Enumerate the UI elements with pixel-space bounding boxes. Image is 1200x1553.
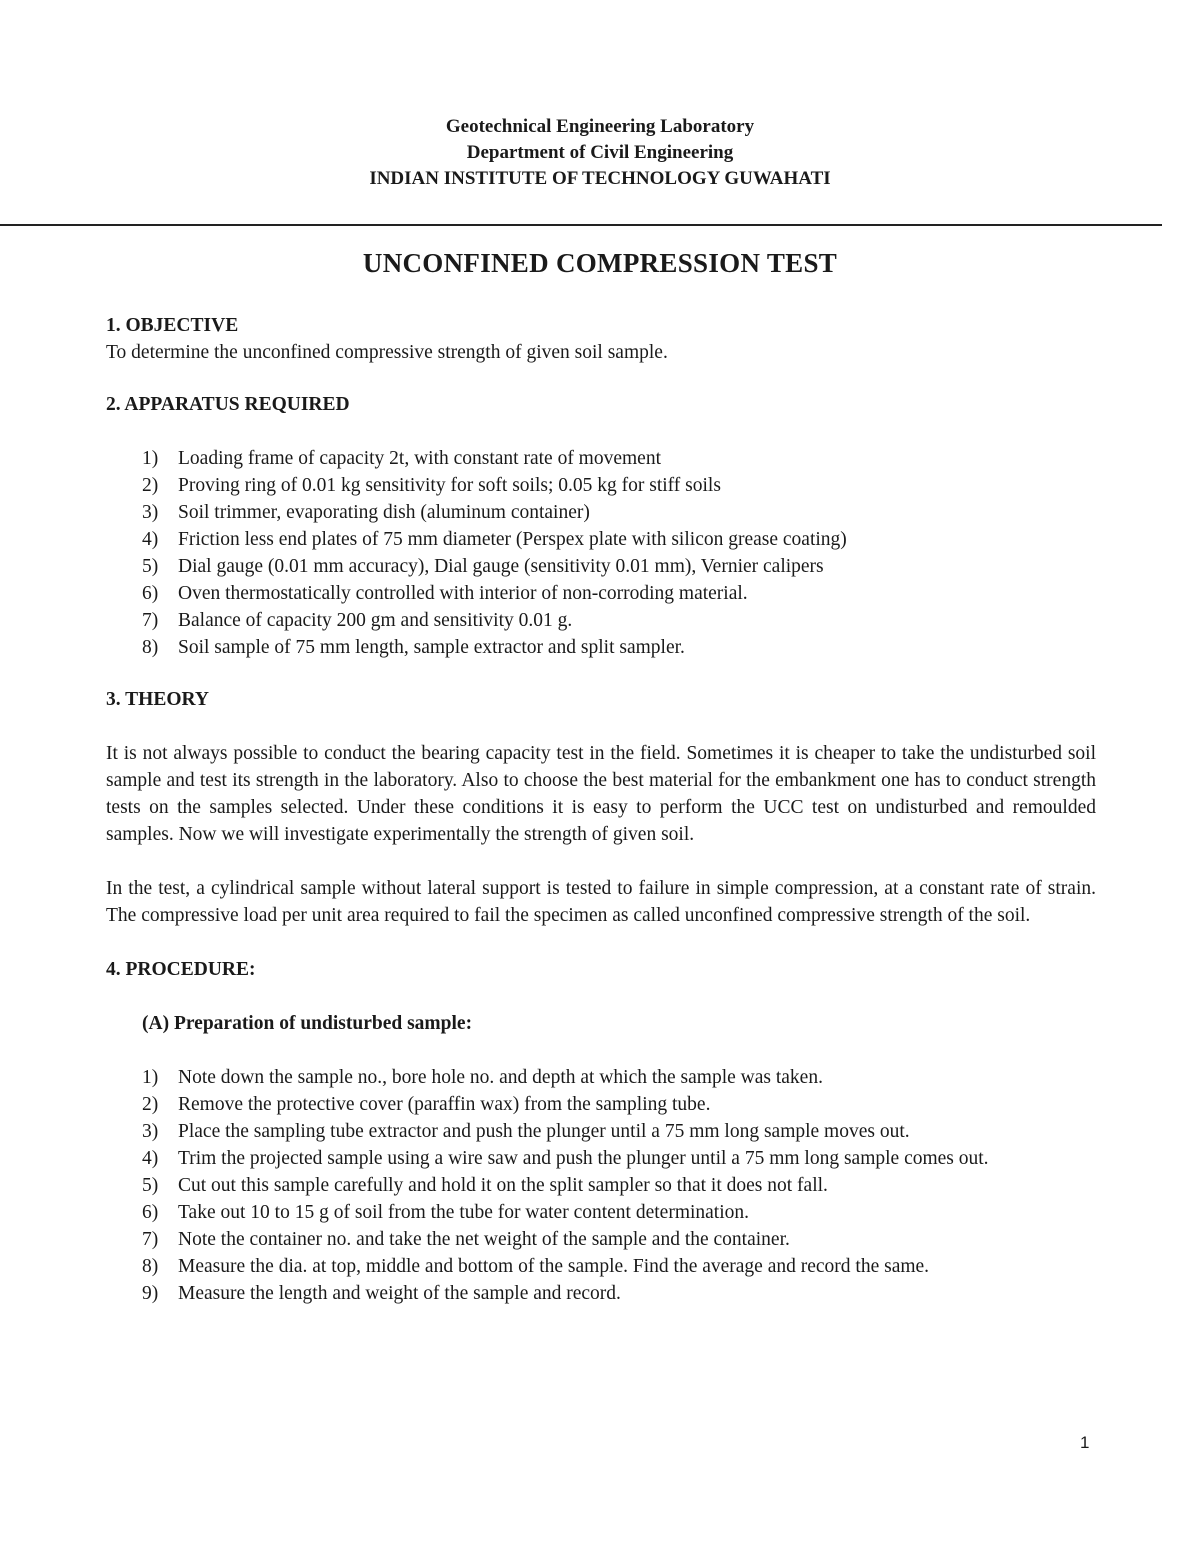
theory-paragraph-1: It is not always possible to conduct the bearing capacity test in the field. Sometimes it is cheaper to take the undisturbed soil sample and test its strength in the laboratory. Also to choose the best material for the embankment one has to conduct strength tests on the samples selected. Under these conditions it is easy to perform the UCC test on undisturbed and remoulded samples. Now we will investigate experimentally the strength of given soil.: [106, 743, 1096, 845]
department-name: Department of Civil Engineering: [466, 142, 734, 163]
institute-name: INDIAN INSTITUTE OF TECHNOLOGY GUWAHATI: [369, 168, 831, 189]
lab-name: Geotechnical Engineering Laboratory: [445, 116, 755, 137]
document-title: UNCONFINED COMPRESSION TEST: [362, 248, 838, 278]
objective-heading: 1. OBJECTIVE: [106, 315, 239, 336]
list-item: 2) Proving ring of 0.01 kg sensitivity for soft soils; 0.05 kg for stiff soils: [142, 475, 721, 496]
list-item: 4) Friction less end plates of 75 mm diameter (Perspex plate with silicon grease coating): [142, 529, 847, 550]
list-item: 3) Soil trimmer, evaporating dish (aluminum container): [142, 502, 590, 523]
procedure-heading: 4. PROCEDURE:: [106, 959, 256, 980]
list-item: 6) Take out 10 to 15 g of soil from the tube for water content determination.: [142, 1202, 750, 1223]
list-item: 3) Place the sampling tube extractor and push the plunger until a 75 mm long sample moves out.: [142, 1121, 910, 1142]
objective-text: To determine the unconfined compressive strength of given soil sample.: [106, 342, 668, 363]
apparatus-heading: 2. APPARATUS REQUIRED: [106, 394, 350, 415]
apparatus-list: [106, 445, 1096, 661]
list-item: 2) Remove the protective cover (paraffin wax) from the sampling tube.: [142, 1094, 711, 1115]
list-item: 5) Cut out this sample carefully and hold it on the split sampler so that it does not fall.: [142, 1175, 828, 1196]
procedure-subheading: (A) Preparation of undisturbed sample:: [142, 1013, 473, 1034]
list-item: 8) Measure the dia. at top, middle and bottom of the sample. Find the average and record the same.: [142, 1256, 930, 1277]
procedure-list: [106, 1064, 1096, 1307]
document-header: [0, 114, 1200, 192]
page-number: 1: [1080, 1433, 1090, 1452]
theory-heading: 3. THEORY: [106, 689, 209, 710]
list-item: 6) Oven thermostatically controlled with interior of non-corroding material.: [142, 583, 748, 604]
list-item: 1) Loading frame of capacity 2t, with constant rate of movement: [142, 448, 661, 469]
list-item: 8) Soil sample of 75 mm length, sample extractor and split sampler.: [142, 637, 685, 658]
list-item: 7) Balance of capacity 200 gm and sensitivity 0.01 g.: [142, 610, 573, 631]
header-divider: [0, 224, 1162, 226]
list-item: 1) Note down the sample no., bore hole no. and depth at which the sample was taken.: [142, 1067, 823, 1088]
list-item: 7) Note the container no. and take the net weight of the sample and the container.: [142, 1229, 790, 1250]
theory-paragraph-2: In the test, a cylindrical sample without lateral support is tested to failure in simple compression, at a constant rate of strain. The compressive load per unit area required to fail the specimen as called unconfined compressive strength of the soil.: [106, 878, 1096, 926]
list-item: 4) Trim the projected sample using a wire saw and push the plunger until a 75 mm long sample comes out.: [142, 1148, 989, 1169]
document-body: [106, 312, 1096, 1307]
list-item: 5) Dial gauge (0.01 mm accuracy), Dial gauge (sensitivity 0.01 mm), Vernier calipers: [142, 556, 824, 577]
list-item: 9) Measure the length and weight of the sample and record.: [142, 1283, 621, 1304]
